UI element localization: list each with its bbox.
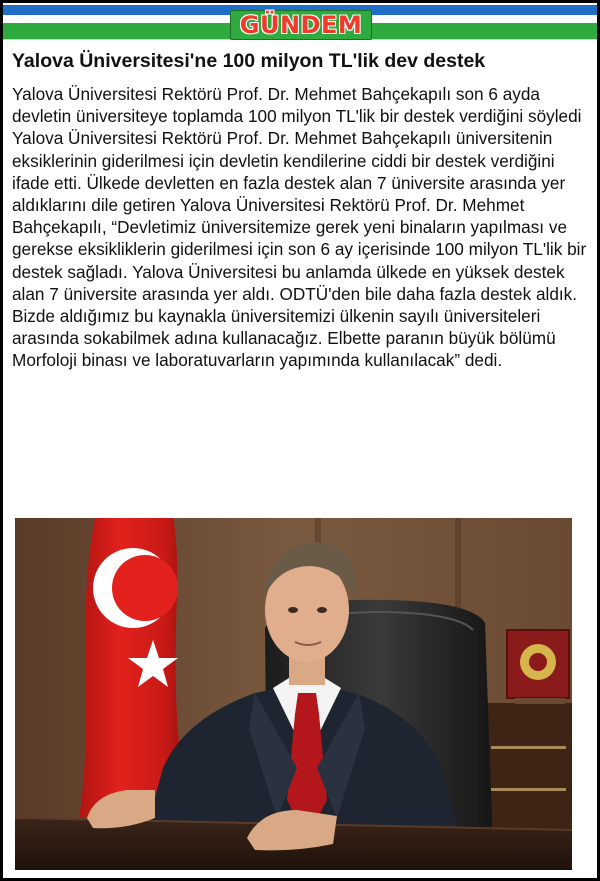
article-lead: Yalova Üniversitesi Rektörü Prof. Dr. Mehmet Bahçekapılı son 6 ayda devletin üniversiteye toplamda 100 milyon TL'lik bir destek verdiğini söyledi <box>12 84 582 127</box>
article-headline: Yalova Üniversitesi'ne 100 milyon TL'lik dev destek <box>12 50 486 72</box>
section-title: GÜNDEM <box>230 10 372 40</box>
article-body: Yalova Üniversitesi Rektörü Prof. Dr. Mehmet Bahçekapılı üniversitenin eksiklerinin giderilmesi için devletin kendilerine ciddi bir destek verdiğini ifade etti. Ülkede devletten en fazla destek alan 7 üniversite arasında yer aldıklarını dile getiren Yalova Üniversitesi Rektörü Prof. Dr. Mehmet Bahçekapılı, “Devletimiz üniversitemize gerek yeni binaların yapılması ve gerekse eksikliklerin giderilmesi için son 6 ay içerisinde 100 milyon TL'lik bir destek sağladı. Yalova Üniversitesi bu anlamda ülkede en yüksek destek alan 7 üniversite arasında yer aldı. ODTÜ'den bile daha fazla destek aldık. Bizde aldığımız bu kaynakla üniversitemizi ülkenin sayılı üniversiteleri arasında sokabilmek adına kullanacağız. Elbette paranın büyük bölümü Morfoloji binası ve laboratuvarların yapımında kullanılacak” dedi. <box>12 128 587 371</box>
article-text <box>12 83 592 372</box>
article-photo <box>15 518 572 870</box>
section-banner <box>3 3 597 41</box>
emblem-plaque <box>507 630 569 704</box>
